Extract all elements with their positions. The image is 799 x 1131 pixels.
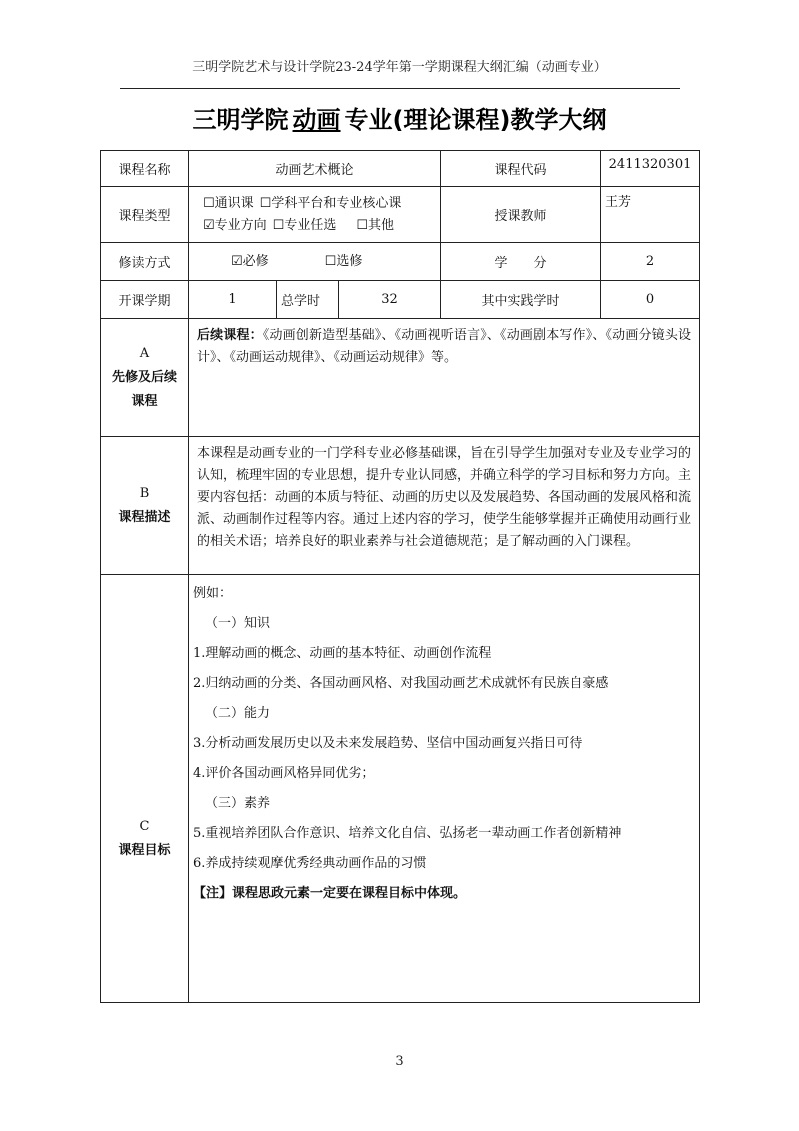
type-option-elective[interactable]: ☐专业任选 [272, 217, 337, 233]
goal-heading: （二）能力 [205, 706, 271, 721]
section-b-label: B 课程描述 [101, 437, 189, 575]
teacher-label: 授课教师 [441, 187, 601, 243]
course-name-label: 课程名称 [101, 151, 189, 187]
page-number: 3 [395, 1054, 404, 1069]
row-section-b [101, 437, 700, 575]
title-major: 动画 [292, 106, 341, 134]
course-name-value: 动画艺术概论 [189, 151, 441, 187]
semester-value: 1 [189, 281, 277, 319]
semester-label: 开课学期 [101, 281, 189, 319]
type-option-general[interactable]: ☐通识课 [203, 195, 254, 211]
section-c-label: C 课程目标 [101, 575, 189, 1003]
page-title [0, 100, 799, 135]
row-study-mode [101, 243, 700, 281]
goal-line: 5.重视培养团队合作意识、培养文化自信、弘扬老一辈动画工作者创新精神 [193, 826, 622, 841]
row-section-c [101, 575, 700, 1003]
section-a-label: A 先修及后续 课程 [101, 319, 189, 437]
section-a-text: 《动画创新造型基础》、《动画视听语言》、《动画剧本写作》、《动画分镜头设计》、《动画运动规律》、《动画运动规律》等。 [197, 328, 691, 365]
course-code-value: 2411320301 [601, 151, 700, 187]
syllabus-table [100, 150, 700, 1003]
title-prefix: 三明学院 [192, 106, 289, 134]
goal-line: 2.归纳动画的分类、各国动画风格、对我国动画艺术成就怀有民族自豪感 [193, 676, 609, 691]
checkbox-checked-icon: ☑ [203, 217, 215, 233]
checkbox-icon: ☐ [356, 217, 368, 233]
checkbox-icon: ☐ [324, 253, 337, 269]
credit-value: 2 [601, 243, 700, 281]
goal-note: 【注】课程思政元素一定要在课程目标中体现。 [193, 886, 467, 901]
title-suffix: 专业(理论课程)教学大纲 [344, 106, 607, 134]
section-c-content [189, 575, 700, 1003]
section-b-content: 本课程是动画专业的一门学科专业必修基础课，旨在引导学生加强对专业及专业学习的认知，梳理牢固的专业思想，提升专业认同感，并确立科学的学习目标和努力方向。主要内容包括：动画的本质与特征、动画的历史以及发展趋势、各国动画的发展风格和流派、动画制作过程等内容。通过上述内容的学习，使学生能够掌握并正确使用动画行业的相关术语；培养良好的职业素养与社会道德规范；是了解动画的入门课程。 [189, 437, 700, 575]
checkbox-icon: ☐ [259, 195, 272, 211]
section-b-letter: B [139, 485, 150, 501]
section-a-content [189, 319, 700, 437]
section-c-letter: C [139, 819, 150, 834]
row-course-type [101, 187, 700, 243]
type-option-direction[interactable]: ☑专业方向 [203, 217, 267, 233]
goal-heading: （一）知识 [205, 616, 271, 631]
practice-hours-label: 其中实践学时 [441, 281, 601, 319]
study-mode-label: 修读方式 [101, 243, 189, 281]
course-type-label: 课程类型 [101, 187, 189, 243]
type-option-other[interactable]: ☐其他 [356, 217, 395, 233]
checkbox-icon: ☐ [272, 217, 285, 233]
course-code-label: 课程代码 [441, 151, 601, 187]
credit-label: 学 分 [441, 243, 601, 281]
running-header: 三明学院艺术与设计学院23-24学年第一学期课程大纲汇编（动画专业） [192, 60, 607, 75]
section-a-letter: A [139, 345, 150, 361]
section-a-lead: 后续课程： [197, 328, 263, 343]
hours-value: 32 [339, 281, 441, 319]
type-option-core[interactable]: ☐学科平台和专业核心课 [259, 195, 402, 211]
checkbox-checked-icon: ☑ [231, 253, 243, 269]
goal-heading: （三）素养 [205, 796, 271, 811]
course-type-options [189, 187, 441, 243]
goal-line: 4.评价各国动画风格异同优劣； [193, 766, 375, 781]
practice-hours-value: 0 [601, 281, 700, 319]
row-semester [101, 281, 700, 319]
checkbox-icon: ☐ [203, 195, 215, 211]
goal-line: 6.养成持续观摩优秀经典动画作品的习惯 [193, 856, 427, 871]
header-rule [120, 88, 680, 89]
goal-line: 3.分析动画发展历史以及未来发展趋势、坚信中国动画复兴指日可待 [193, 736, 583, 751]
teacher-value: 王芳 [601, 187, 700, 243]
goal-line: 例如： [193, 586, 233, 601]
goal-line: 1.理解动画的概念、动画的基本特征、动画创作流程 [193, 646, 492, 661]
study-mode-options [189, 243, 441, 281]
mode-option-elective[interactable]: ☐选修 [324, 253, 363, 269]
row-course-name [101, 151, 700, 187]
row-section-a [101, 319, 700, 437]
mode-option-required[interactable]: ☑必修 [231, 253, 269, 269]
hours-label: 总学时 [277, 281, 339, 319]
